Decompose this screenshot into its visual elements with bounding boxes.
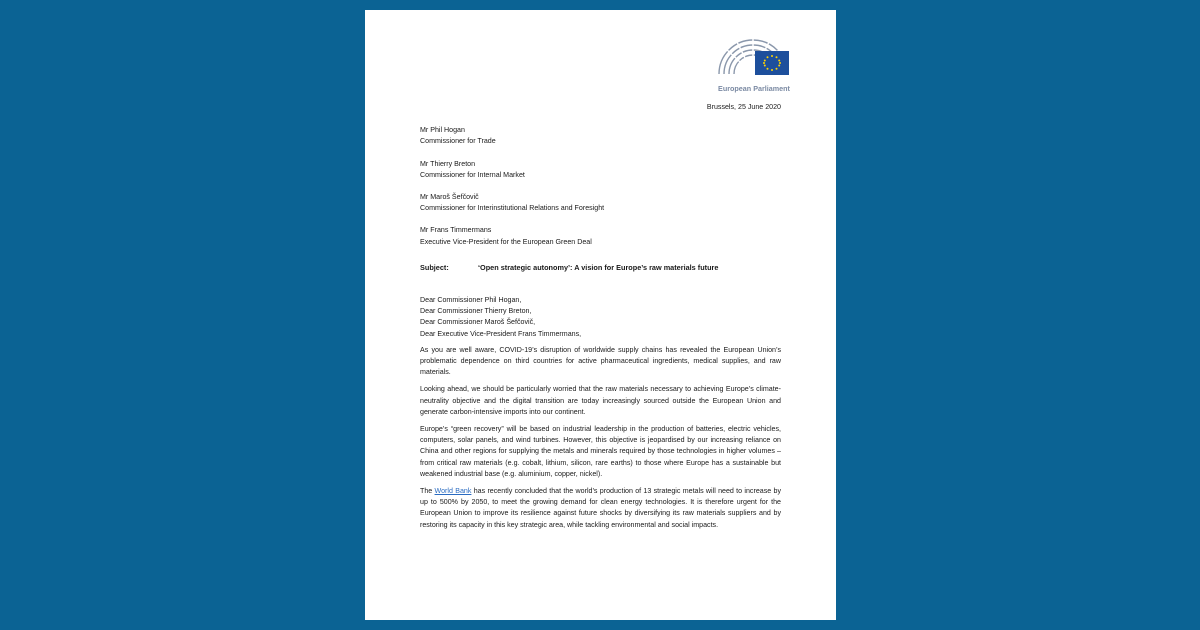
- recipient-name: Mr Phil Hogan: [420, 126, 465, 135]
- recipient-block: [420, 192, 781, 214]
- recipient-name: Mr Frans Timmermans: [420, 226, 492, 235]
- letter-date: Brussels, 25 June 2020: [706, 103, 781, 111]
- salutation-line: Dear Commissioner Maroš Šefčovič,: [420, 318, 536, 327]
- salutation-block: [420, 295, 781, 340]
- body-paragraph: Looking ahead, we should be particularly worried that the raw materials necessary to achieving Europe’s climate-neutrality objective and the digital transition are today increasingly sourced outside the European Union and generate carbon-intensive imports into our continent.: [420, 385, 781, 416]
- world-bank-link[interactable]: World Bank: [434, 487, 472, 496]
- letter-page: [365, 10, 836, 620]
- recipient-block: [420, 225, 781, 247]
- paragraph-prefix: The: [420, 487, 435, 496]
- letter-body: [420, 102, 781, 537]
- recipient-block: [420, 125, 781, 147]
- recipient-block: [420, 159, 781, 181]
- recipient-title: Executive Vice-President for the European Green Deal: [420, 237, 592, 246]
- salutation-line: Dear Commissioner Phil Hogan,: [420, 296, 522, 305]
- salutation-line: Dear Executive Vice-President Frans Timmermans,: [420, 329, 582, 338]
- hemicycle-icon: [715, 34, 793, 82]
- body-paragraph: As you are well aware, COVID-19’s disruption of worldwide supply chains has revealed the European Union’s problematic dependence on third countries for active pharmaceutical ingredients, medical supplies, and raw materials.: [420, 345, 781, 377]
- recipient-title: Commissioner for Internal Market: [420, 170, 525, 179]
- european-parliament-logo: [715, 34, 793, 96]
- recipient-name: Mr Thierry Breton: [420, 159, 476, 168]
- subject-text: ‘Open strategic autonomy’: A vision for Europe’s raw materials future: [478, 262, 719, 272]
- subject-line: [420, 262, 781, 273]
- recipient-name: Mr Maroš Šefčovič: [420, 193, 479, 202]
- paragraph-text: has recently concluded that the world’s production of 13 strategic metals will need to increase by up to 500% by 2050, to meet the growing demand for clean energy technologies. It is therefore urgent for the European Union to improve its resilience against future shocks by diversifying its raw materials suppliers and by restoring its capacity in this key strategic area, while tackling environmental and social impacts.: [420, 487, 781, 529]
- logo-wordmark: European Parliament: [718, 84, 790, 93]
- salutation-line: Dear Commissioner Thierry Breton,: [420, 307, 532, 316]
- recipient-title: Commissioner for Interinstitutional Relations and Foresight: [420, 204, 605, 213]
- recipient-title: Commissioner for Trade: [420, 137, 496, 146]
- subject-label: Subject:: [420, 262, 449, 272]
- body-paragraph: [420, 486, 781, 531]
- body-paragraph: Europe’s “green recovery” will be based on industrial leadership in the production of batteries, electric vehicles, computers, solar panels, and wind turbines. However, this objective is jeopardised by our increasing reliance on China and other regions for supplying the metals and minerals required by those technologies in higher volumes – from critical raw materials (e.g. cobalt, lithium, silicon, rare earths) to those where Europe has a sustainable but weakened industrial base (e.g. aluminium, copper, nickel).: [420, 425, 781, 478]
